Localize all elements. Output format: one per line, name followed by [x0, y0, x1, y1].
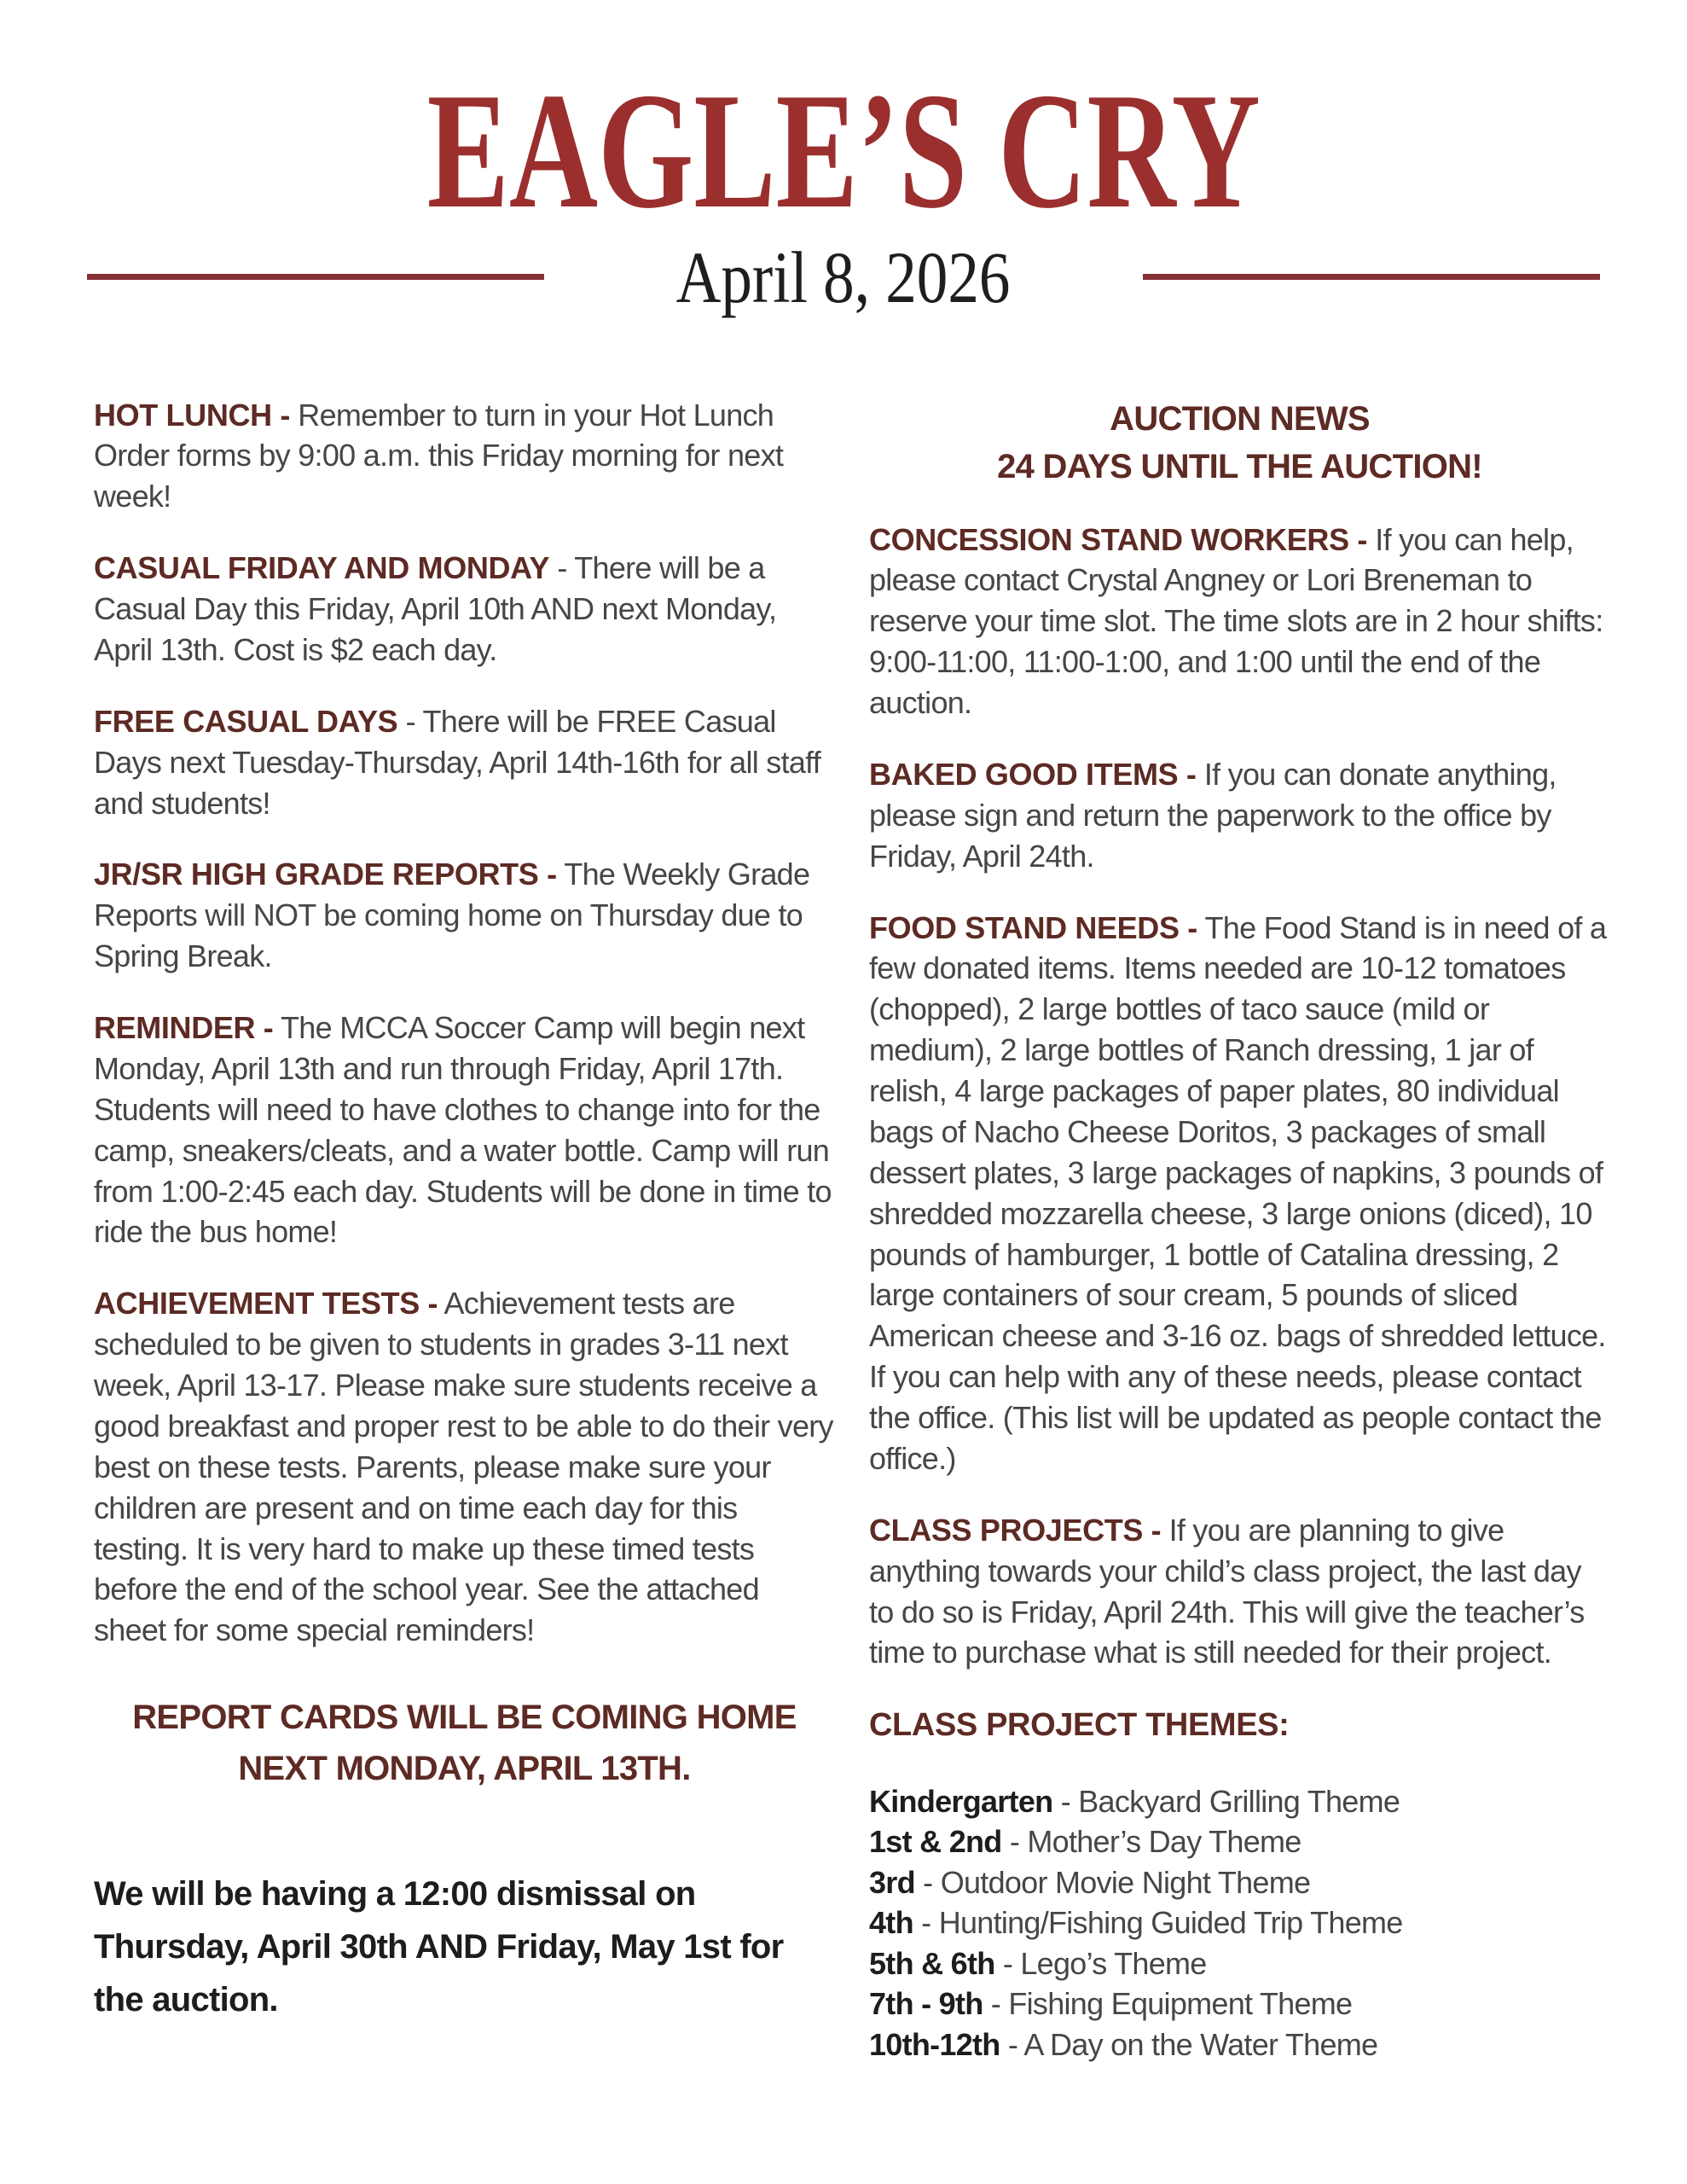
- class-project-themes-list: [869, 1781, 1610, 2065]
- section-body: - There will be a Casual Day this Friday, April 10th AND next Monday, April 13th. Cost is $2 each day.: [94, 550, 777, 667]
- section-body: If you can donate anything, please sign and return the paperwork to the office by Friday, April 24th.: [869, 756, 1557, 874]
- section-heading: FOOD STAND NEEDS -: [869, 909, 1197, 945]
- section-body: Remember to turn in your Hot Lunch Order forms by 9:00 a.m. this Friday morning for next week!: [94, 397, 784, 514]
- right-column: [869, 395, 1610, 2065]
- section-body: The Food Stand is in need of a few donated items. Items needed are 10-12 tomatoes (chopped), 2 large bottles of taco sauce (mild or medium), 2 large bottles of Ranch dressing, 1 jar of relish, 4 large packages of paper plates, 80 individual bags of Nacho Cheese Doritos, 3 packages of small dessert plates, 3 large packages of napkins, 3 pounds of shredded mozzarella cheese, 3 large onions (diced), 10 pounds of hamburger, 1 bottle of Catalina dressing, 2 large containers of sour cream, 5 pounds of sliced American cheese and 3-16 oz. bags of shredded lettuce. If you can help with any of these needs, please contact the office. (This list will be updated as people contact the office.): [869, 909, 1607, 1476]
- section-heading: CONCESSION STAND WORKERS -: [869, 521, 1367, 557]
- newsletter-section: [869, 520, 1610, 723]
- newsletter-section: [94, 395, 835, 518]
- newsletter-section: [94, 701, 835, 824]
- section-heading: JR/SR HIGH GRADE REPORTS -: [94, 857, 557, 892]
- theme-row: [869, 2024, 1610, 2065]
- section-heading: BAKED GOOD ITEMS -: [869, 756, 1197, 792]
- auction-news-header: [869, 395, 1610, 491]
- theme-grade: 3rd: [869, 1864, 915, 1900]
- newsletter-section: [94, 854, 835, 977]
- section-heading: ACHIEVEMENT TESTS -: [94, 1286, 438, 1321]
- section-body: Achievement tests are scheduled to be given to students in grades 3-11 next week, April 13-17. Please make sure students receive a good breakfast and proper rest to be able to do their very best on these tests. Parents, please make sure your children are present and on time each day for this testing. It is very hard to make up these timed tests before the end of the school year. See the attached sheet for some special reminders!: [94, 1286, 833, 1648]
- theme-name: A Day on the Water Theme: [1023, 2026, 1378, 2062]
- section-body: The Weekly Grade Reports will NOT be coming home on Thursday due to Spring Break.: [94, 857, 810, 974]
- theme-row: [869, 1984, 1610, 2024]
- theme-row: [869, 1821, 1610, 1862]
- left-rule: [87, 274, 544, 280]
- dismissal-notice: We will be having a 12:00 dismissal on Thursday, April 30th AND Friday, May 1st for the auction.: [94, 1875, 784, 2019]
- theme-name: Hunting/Fishing Guided Trip Theme: [938, 1905, 1403, 1941]
- theme-separator: -: [914, 1864, 941, 1900]
- theme-separator: -: [994, 1945, 1021, 1981]
- section-heading: CLASS PROJECTS -: [869, 1512, 1162, 1548]
- section-body: If you can help, please contact Crystal Angney or Lori Breneman to reserve your time slot. The time slots are in 2 hour shifts: 9:00-11:00, 11:00-1:00, and 1:00 until the end of the auction.: [869, 521, 1603, 720]
- theme-grade: 1st & 2nd: [869, 1824, 1002, 1860]
- right-sections: [869, 520, 1610, 1674]
- content-columns: [94, 395, 1607, 2065]
- auction-news-line2: 24 DAYS UNTIL THE AUCTION!: [997, 447, 1482, 485]
- newsletter-section: [869, 1510, 1610, 1674]
- theme-grade: 5th & 6th: [869, 1945, 995, 1981]
- theme-row: [869, 1902, 1610, 1943]
- section-heading: REMINDER -: [94, 1010, 274, 1045]
- section-heading: CASUAL FRIDAY AND MONDAY: [94, 550, 550, 586]
- theme-grade: 4th: [869, 1905, 913, 1941]
- theme-name: Fishing Equipment Theme: [1008, 1986, 1353, 2022]
- theme-row: [869, 1943, 1610, 1984]
- issue-date: April 8, 2026: [676, 235, 1011, 318]
- section-heading: FREE CASUAL DAYS: [94, 703, 398, 739]
- report-cards-notice: REPORT CARDS WILL BE COMING HOME NEXT MONDAY, APRIL 13TH.: [132, 1699, 797, 1788]
- newsletter-section: [94, 548, 835, 671]
- theme-separator: -: [1000, 2026, 1024, 2062]
- theme-separator: -: [983, 1986, 1009, 2022]
- theme-row: [869, 1781, 1610, 1822]
- newsletter-section: [869, 908, 1610, 1479]
- theme-grade: Kindergarten: [869, 1783, 1053, 1819]
- section-heading: HOT LUNCH -: [94, 397, 291, 433]
- newsletter-section: [94, 1283, 835, 1651]
- section-body: The MCCA Soccer Camp will begin next Monday, April 13th and run through Friday, April 17th. Students will need to have clothes to change into for the camp, sneakers/cleats, and a water bottle. Camp will run from 1:00-2:45 each day. Students will be done in time to ride the bus home!: [94, 1010, 832, 1250]
- newsletter-section: [869, 754, 1610, 877]
- section-body: - There will be FREE Casual Days next Tuesday-Thursday, April 14th-16th for all staff and students!: [94, 703, 821, 821]
- theme-name: Mother’s Day Theme: [1027, 1824, 1301, 1860]
- newsletter-section: [94, 1008, 835, 1252]
- theme-row: [869, 1862, 1610, 1903]
- auction-news-line1: AUCTION NEWS: [1110, 399, 1370, 438]
- class-project-themes-heading: CLASS PROJECT THEMES:: [869, 1707, 1290, 1744]
- section-body: If you are planning to give anything towards your child’s class project, the last day to do so is Friday, April 24th. This will give the teacher’s time to purchase what is still needed for their project.: [869, 1512, 1585, 1670]
- masthead: [94, 47, 1593, 318]
- theme-grade: 7th - 9th: [869, 1986, 983, 2022]
- theme-separator: -: [913, 1905, 939, 1941]
- theme-name: Outdoor Movie Night Theme: [940, 1864, 1311, 1900]
- left-sections: [94, 395, 835, 1652]
- dateline: [94, 235, 1593, 318]
- newsletter-title: EAGLE’S CRY: [426, 59, 1261, 243]
- left-column: [94, 395, 835, 2065]
- theme-separator: -: [1052, 1783, 1079, 1819]
- right-rule: [1143, 274, 1600, 280]
- theme-name: Lego’s Theme: [1020, 1945, 1207, 1981]
- theme-grade: 10th-12th: [869, 2026, 1000, 2062]
- theme-separator: -: [1001, 1824, 1028, 1860]
- theme-name: Backyard Grilling Theme: [1078, 1783, 1400, 1819]
